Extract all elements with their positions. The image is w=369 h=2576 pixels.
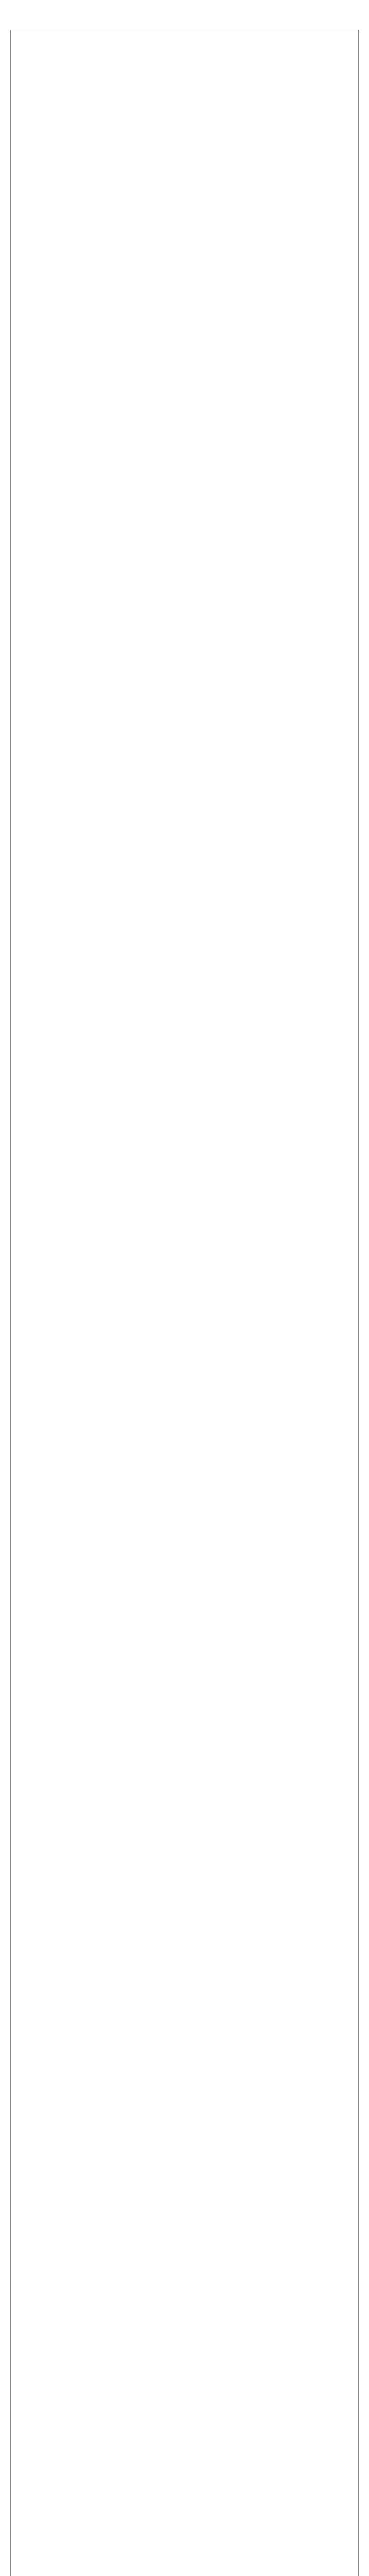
page-heading [10,12,359,23]
results-table-container [10,30,359,2576]
